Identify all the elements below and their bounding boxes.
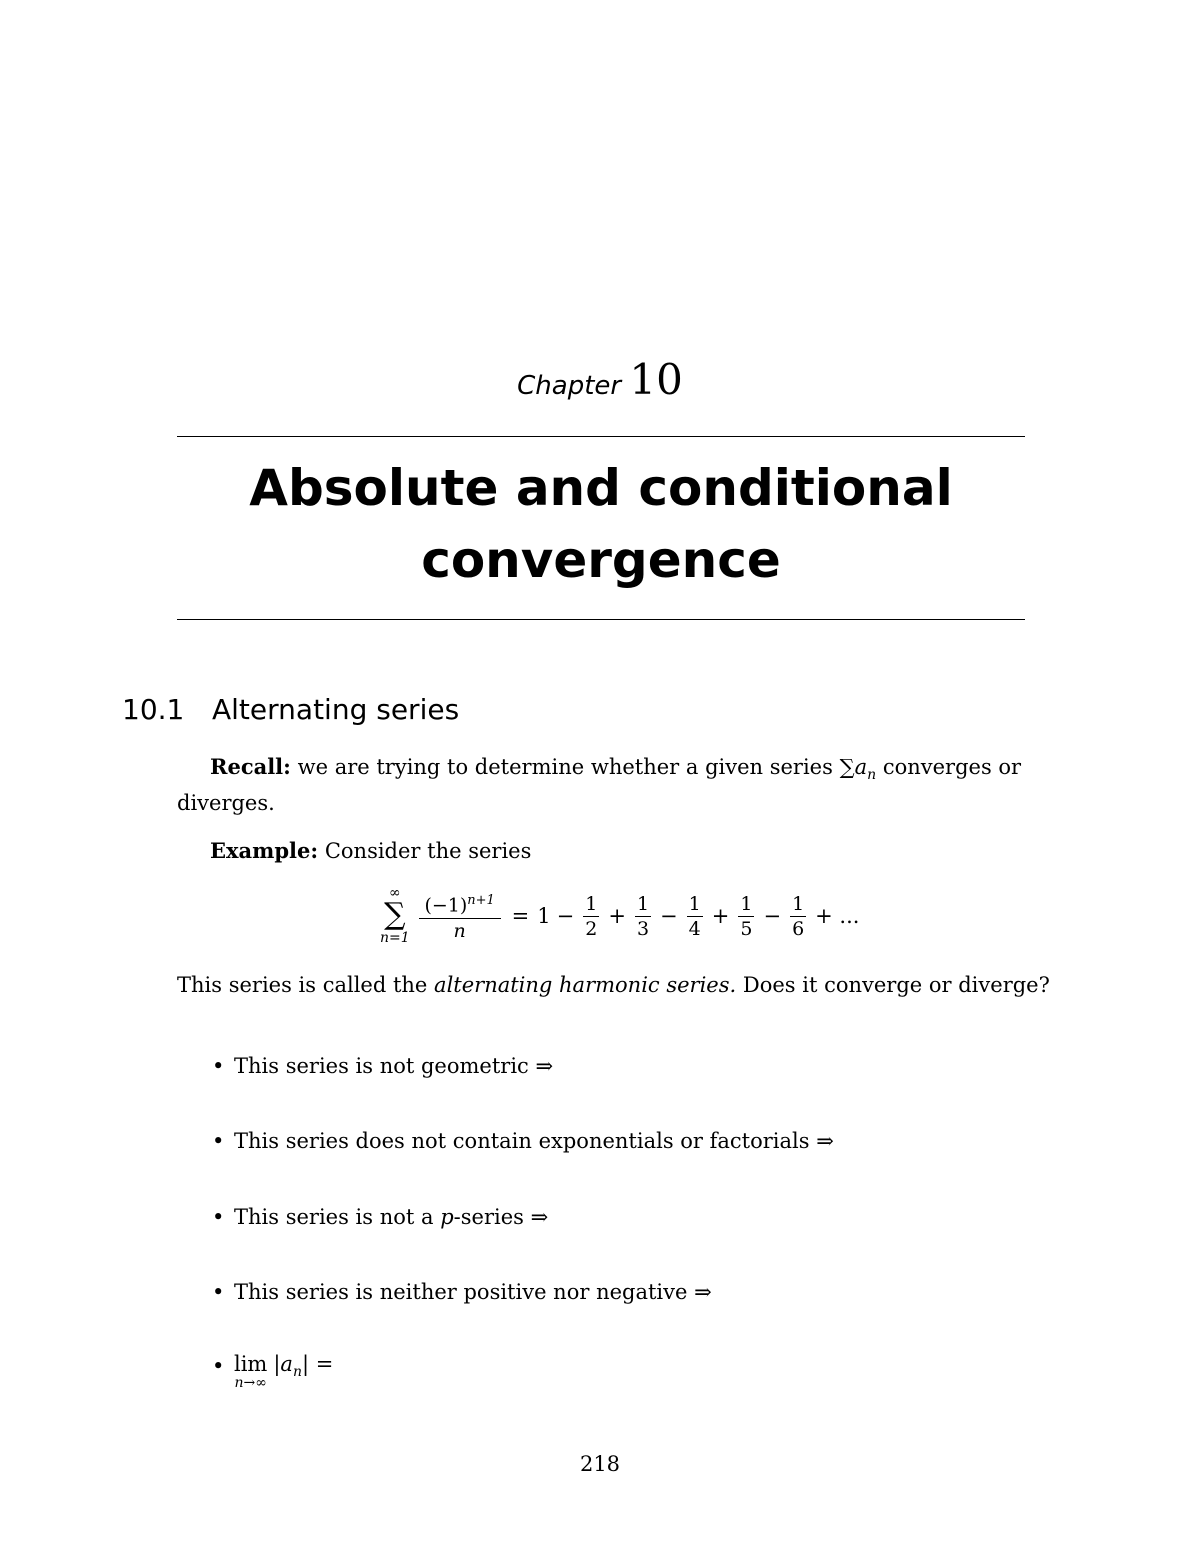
fraction-numerator: 1 bbox=[792, 892, 805, 915]
bullet-2-text: This series does not contain exponentials or factorials ⇒ bbox=[234, 1129, 834, 1153]
example-text: Consider the series bbox=[324, 839, 532, 863]
recall-text-after: converges or bbox=[882, 755, 1022, 779]
recall-text: we are trying to determine whether a given series bbox=[297, 755, 833, 779]
series-fraction bbox=[583, 892, 599, 941]
recall-line2: diverges. bbox=[177, 791, 275, 816]
example-paragraph bbox=[210, 837, 531, 865]
section-heading bbox=[122, 690, 459, 730]
called-after: Does it converge or diverge? bbox=[742, 973, 1050, 997]
top-rule bbox=[177, 436, 1025, 437]
general-term-fraction bbox=[419, 889, 501, 942]
chapter-title-line1: Absolute and conditional bbox=[249, 459, 953, 517]
series-fraction bbox=[687, 892, 703, 941]
chapter-word: Chapter bbox=[517, 371, 622, 401]
bullet-3-after: -series ⇒ bbox=[453, 1205, 549, 1229]
fraction-numerator: 1 bbox=[585, 892, 598, 915]
fraction-denominator: 4 bbox=[688, 917, 701, 940]
series-terms bbox=[551, 892, 810, 941]
sum-symbol: ∑ bbox=[839, 755, 855, 779]
bullet-dot: • bbox=[212, 1129, 225, 1153]
bullet-4-text: This series is neither positive nor negative ⇒ bbox=[234, 1280, 712, 1304]
chapter-number: 10 bbox=[629, 355, 683, 404]
bullet-dot: • bbox=[212, 1280, 225, 1304]
series-term: a bbox=[854, 755, 868, 779]
equals-sign: = bbox=[511, 904, 530, 928]
limit-expression-sub: n bbox=[292, 1364, 302, 1381]
bullet-item bbox=[212, 1278, 712, 1306]
section-title: Alternating series bbox=[212, 693, 460, 726]
sum-sign: ∑ bbox=[384, 897, 406, 932]
sum-operator bbox=[380, 886, 410, 946]
example-label: Example: bbox=[210, 838, 319, 863]
series-fraction bbox=[790, 892, 806, 941]
series-operator: + bbox=[711, 904, 730, 928]
series-tail: + ... bbox=[815, 904, 860, 928]
bullet-item bbox=[212, 1052, 553, 1080]
first-term: 1 bbox=[537, 904, 551, 928]
recall-label: Recall: bbox=[210, 754, 291, 779]
bullet-dot: • bbox=[212, 1205, 225, 1229]
limit-expression-end: | = bbox=[302, 1352, 334, 1376]
general-term-exponent: n+1 bbox=[467, 893, 495, 909]
series-term-sub: n bbox=[867, 767, 877, 784]
called-paragraph bbox=[177, 971, 1050, 999]
bullet-item bbox=[212, 1203, 548, 1231]
limit-expression: |a bbox=[273, 1352, 293, 1376]
bullet-1-text: This series is not geometric ⇒ bbox=[234, 1054, 554, 1078]
recall-paragraph bbox=[177, 753, 1025, 817]
series-operator: − bbox=[660, 904, 678, 928]
limit-word: lim bbox=[234, 1352, 268, 1376]
section-number: 10.1 bbox=[122, 693, 185, 726]
series-operator: + bbox=[608, 904, 626, 928]
series-operator: − bbox=[763, 904, 782, 928]
general-term-denominator: n bbox=[419, 918, 501, 943]
fraction-denominator: 6 bbox=[792, 917, 805, 940]
bullet-item bbox=[212, 1352, 333, 1390]
fraction-numerator: 1 bbox=[636, 892, 650, 915]
series-fraction bbox=[635, 892, 651, 941]
series-operator: − bbox=[556, 904, 575, 928]
bottom-rule bbox=[177, 619, 1025, 620]
chapter-title bbox=[177, 452, 1025, 596]
fraction-denominator: 3 bbox=[636, 917, 650, 940]
sum-upper-limit: ∞ bbox=[388, 885, 401, 901]
fraction-denominator: 2 bbox=[585, 917, 598, 940]
bullet-3-before: This series is not a bbox=[234, 1205, 434, 1229]
bullet-dot: • bbox=[212, 1354, 225, 1378]
limit-subscript: n→∞ bbox=[234, 1375, 267, 1391]
chapter-label bbox=[0, 350, 1200, 416]
fraction-denominator: 5 bbox=[740, 917, 753, 940]
general-term-numerator: (−1) bbox=[424, 894, 468, 917]
page-number: 218 bbox=[579, 1452, 621, 1476]
bullet-dot: • bbox=[212, 1054, 225, 1078]
sum-lower-limit: n=1 bbox=[380, 930, 410, 946]
series-fraction bbox=[738, 892, 754, 941]
fraction-numerator: 1 bbox=[740, 892, 753, 915]
bullet-item bbox=[212, 1127, 834, 1155]
series-equation bbox=[380, 886, 859, 946]
bullet-3-variable: p bbox=[440, 1205, 454, 1229]
called-emphasis: alternating harmonic series. bbox=[434, 973, 737, 997]
called-before: This series is called the bbox=[177, 973, 428, 997]
chapter-title-line2: convergence bbox=[421, 531, 781, 589]
fraction-numerator: 1 bbox=[688, 892, 701, 915]
limit-operator bbox=[234, 1352, 267, 1390]
